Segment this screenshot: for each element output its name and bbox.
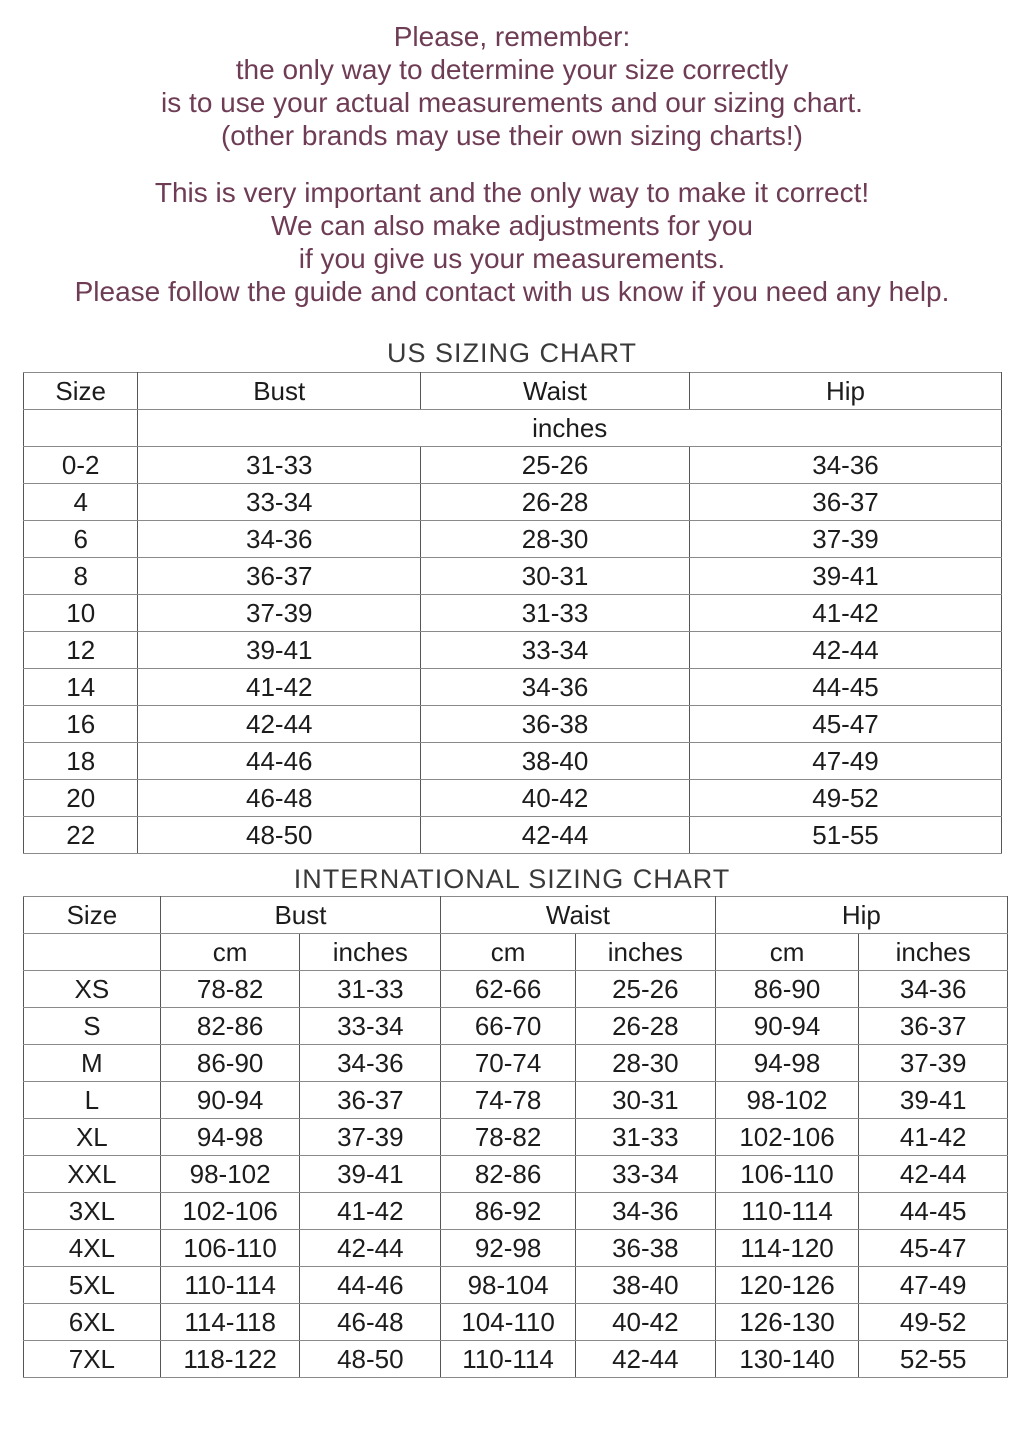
intro-line: (other brands may use their own sizing charts!) [220, 120, 804, 151]
measurement-cell: 28-30 [421, 521, 690, 558]
size-cell: L [24, 1082, 161, 1119]
size-cell: 6 [24, 521, 138, 558]
measurement-cell: 120-126 [715, 1267, 859, 1304]
measurement-cell: 48-50 [138, 817, 421, 854]
table-row [24, 447, 1002, 484]
measurement-cell: 110-114 [160, 1267, 300, 1304]
measurement-cell: 33-34 [300, 1008, 441, 1045]
measurement-cell: 30-31 [575, 1082, 715, 1119]
unit-label: cm [160, 934, 300, 971]
measurement-cell: 37-39 [859, 1045, 1008, 1082]
size-cell: 0-2 [24, 447, 138, 484]
us-header-row [24, 373, 1002, 410]
measurement-cell: 34-36 [859, 971, 1008, 1008]
intro-text [0, 0, 1024, 308]
measurement-cell: 106-110 [715, 1156, 859, 1193]
size-cell: 16 [24, 706, 138, 743]
empty-cell [24, 410, 138, 447]
measurement-cell: 106-110 [160, 1230, 300, 1267]
size-cell: 20 [24, 780, 138, 817]
measurement-cell: 110-114 [715, 1193, 859, 1230]
size-cell: 18 [24, 743, 138, 780]
measurement-cell: 78-82 [160, 971, 300, 1008]
measurement-cell: 102-106 [715, 1119, 859, 1156]
unit-label: cm [441, 934, 576, 971]
measurement-cell: 36-37 [138, 558, 421, 595]
measurement-cell: 98-104 [441, 1267, 576, 1304]
us-chart-title: US SIZING CHART [386, 338, 638, 368]
measurement-cell: 82-86 [441, 1156, 576, 1193]
measurement-cell: 114-118 [160, 1304, 300, 1341]
intro-line: the only way to determine your size correctly [235, 54, 789, 85]
measurement-cell: 41-42 [859, 1119, 1008, 1156]
measurement-cell: 49-52 [859, 1304, 1008, 1341]
measurement-cell: 41-42 [300, 1193, 441, 1230]
unit-label: inches [138, 410, 1002, 447]
intro-line: if you give us your measurements. [298, 243, 726, 274]
size-cell: S [24, 1008, 161, 1045]
measurement-cell: 118-122 [160, 1341, 300, 1378]
measurement-cell: 36-37 [859, 1008, 1008, 1045]
measurement-cell: 38-40 [421, 743, 690, 780]
column-header-size: Size [24, 897, 161, 934]
us-sizing-table [23, 372, 1002, 854]
measurement-cell: 86-90 [160, 1045, 300, 1082]
intro-line: This is very important and the only way to make it correct! [154, 177, 870, 208]
measurement-cell: 44-45 [690, 669, 1002, 706]
measurement-cell: 46-48 [138, 780, 421, 817]
measurement-cell: 33-34 [575, 1156, 715, 1193]
size-cell: 5XL [24, 1267, 161, 1304]
measurement-cell: 39-41 [690, 558, 1002, 595]
measurement-cell: 25-26 [575, 971, 715, 1008]
intro-line: is to use your actual measurements and our sizing chart. [161, 87, 863, 118]
unit-label: inches [300, 934, 441, 971]
column-header-size: Size [24, 373, 138, 410]
measurement-cell: 26-28 [575, 1008, 715, 1045]
column-header-bust: Bust [138, 373, 421, 410]
measurement-cell: 33-34 [421, 632, 690, 669]
size-cell: 22 [24, 817, 138, 854]
measurement-cell: 104-110 [441, 1304, 576, 1341]
table-row [24, 595, 1002, 632]
table-row [24, 1082, 1008, 1119]
measurement-cell: 36-37 [300, 1082, 441, 1119]
measurement-cell: 33-34 [138, 484, 421, 521]
international-sizing-table [23, 896, 1008, 1378]
measurement-cell: 78-82 [441, 1119, 576, 1156]
measurement-cell: 41-42 [138, 669, 421, 706]
intro-paragraph-2 [0, 176, 1024, 308]
size-cell: 3XL [24, 1193, 161, 1230]
measurement-cell: 94-98 [160, 1119, 300, 1156]
measurement-cell: 34-36 [690, 447, 1002, 484]
measurement-cell: 31-33 [300, 971, 441, 1008]
measurement-cell: 26-28 [421, 484, 690, 521]
measurement-cell: 45-47 [690, 706, 1002, 743]
measurement-cell: 98-102 [160, 1156, 300, 1193]
measurement-cell: 31-33 [575, 1119, 715, 1156]
column-header-waist: Waist [421, 373, 690, 410]
measurement-cell: 39-41 [138, 632, 421, 669]
table-row [24, 1304, 1008, 1341]
column-header-hip: Hip [690, 373, 1002, 410]
measurement-cell: 39-41 [300, 1156, 441, 1193]
measurement-cell: 42-44 [575, 1341, 715, 1378]
intro-line: Please follow the guide and contact with us know if you need any help. [74, 276, 950, 307]
measurement-cell: 40-42 [421, 780, 690, 817]
measurement-cell: 44-46 [138, 743, 421, 780]
measurement-cell: 110-114 [441, 1341, 576, 1378]
size-cell: 7XL [24, 1341, 161, 1378]
measurement-cell: 130-140 [715, 1341, 859, 1378]
measurement-cell: 86-90 [715, 971, 859, 1008]
measurement-cell: 48-50 [300, 1341, 441, 1378]
measurement-cell: 74-78 [441, 1082, 576, 1119]
size-cell: 10 [24, 595, 138, 632]
table-row [24, 1341, 1008, 1378]
table-row [24, 632, 1002, 669]
measurement-cell: 92-98 [441, 1230, 576, 1267]
measurement-cell: 42-44 [690, 632, 1002, 669]
measurement-cell: 36-38 [421, 706, 690, 743]
intl-header-row [24, 897, 1008, 934]
unit-label: inches [859, 934, 1008, 971]
measurement-cell: 31-33 [138, 447, 421, 484]
measurement-cell: 82-86 [160, 1008, 300, 1045]
measurement-cell: 25-26 [421, 447, 690, 484]
measurement-cell: 42-44 [859, 1156, 1008, 1193]
empty-cell [24, 934, 161, 971]
column-header-waist: Waist [441, 897, 716, 934]
table-row [24, 780, 1002, 817]
size-cell: XL [24, 1119, 161, 1156]
measurement-cell: 42-44 [421, 817, 690, 854]
table-row [24, 1193, 1008, 1230]
table-row [24, 1119, 1008, 1156]
size-cell: 14 [24, 669, 138, 706]
table-row [24, 706, 1002, 743]
measurement-cell: 39-41 [859, 1082, 1008, 1119]
measurement-cell: 86-92 [441, 1193, 576, 1230]
measurement-cell: 126-130 [715, 1304, 859, 1341]
measurement-cell: 52-55 [859, 1341, 1008, 1378]
measurement-cell: 34-36 [421, 669, 690, 706]
size-cell: XS [24, 971, 161, 1008]
measurement-cell: 90-94 [160, 1082, 300, 1119]
measurement-cell: 34-36 [575, 1193, 715, 1230]
intro-paragraph-1 [0, 20, 1024, 152]
measurement-cell: 46-48 [300, 1304, 441, 1341]
measurement-cell: 102-106 [160, 1193, 300, 1230]
size-cell: XXL [24, 1156, 161, 1193]
measurement-cell: 37-39 [138, 595, 421, 632]
table-row [24, 484, 1002, 521]
intro-line: We can also make adjustments for you [271, 210, 753, 241]
measurement-cell: 49-52 [690, 780, 1002, 817]
measurement-cell: 37-39 [300, 1119, 441, 1156]
size-cell: 6XL [24, 1304, 161, 1341]
measurement-cell: 38-40 [575, 1267, 715, 1304]
table-row [24, 971, 1008, 1008]
measurement-cell: 44-46 [300, 1267, 441, 1304]
us-unit-row [24, 410, 1002, 447]
measurement-cell: 94-98 [715, 1045, 859, 1082]
column-header-bust: Bust [160, 897, 440, 934]
measurement-cell: 70-74 [441, 1045, 576, 1082]
table-row [24, 1156, 1008, 1193]
table-row [24, 817, 1002, 854]
measurement-cell: 36-37 [690, 484, 1002, 521]
measurement-cell: 28-30 [575, 1045, 715, 1082]
measurement-cell: 90-94 [715, 1008, 859, 1045]
size-cell: 4XL [24, 1230, 161, 1267]
intl-chart-title: INTERNATIONAL SIZING CHART [293, 864, 731, 894]
measurement-cell: 45-47 [859, 1230, 1008, 1267]
table-row [24, 1008, 1008, 1045]
measurement-cell: 98-102 [715, 1082, 859, 1119]
measurement-cell: 42-44 [138, 706, 421, 743]
measurement-cell: 66-70 [441, 1008, 576, 1045]
table-row [24, 743, 1002, 780]
table-row [24, 1045, 1008, 1082]
measurement-cell: 30-31 [421, 558, 690, 595]
measurement-cell: 37-39 [690, 521, 1002, 558]
measurement-cell: 34-36 [138, 521, 421, 558]
measurement-cell: 36-38 [575, 1230, 715, 1267]
unit-label: cm [715, 934, 859, 971]
measurement-cell: 51-55 [690, 817, 1002, 854]
size-cell: M [24, 1045, 161, 1082]
table-row [24, 1230, 1008, 1267]
measurement-cell: 62-66 [441, 971, 576, 1008]
measurement-cell: 47-49 [859, 1267, 1008, 1304]
size-cell: 4 [24, 484, 138, 521]
measurement-cell: 44-45 [859, 1193, 1008, 1230]
measurement-cell: 42-44 [300, 1230, 441, 1267]
size-cell: 12 [24, 632, 138, 669]
measurement-cell: 31-33 [421, 595, 690, 632]
table-row [24, 521, 1002, 558]
measurement-cell: 34-36 [300, 1045, 441, 1082]
table-row [24, 558, 1002, 595]
table-row [24, 1267, 1008, 1304]
intl-unit-row [24, 934, 1008, 971]
size-cell: 8 [24, 558, 138, 595]
measurement-cell: 41-42 [690, 595, 1002, 632]
intro-line: Please, remember: [393, 21, 631, 52]
measurement-cell: 40-42 [575, 1304, 715, 1341]
column-header-hip: Hip [715, 897, 1007, 934]
measurement-cell: 47-49 [690, 743, 1002, 780]
measurement-cell: 114-120 [715, 1230, 859, 1267]
table-row [24, 669, 1002, 706]
unit-label: inches [575, 934, 715, 971]
